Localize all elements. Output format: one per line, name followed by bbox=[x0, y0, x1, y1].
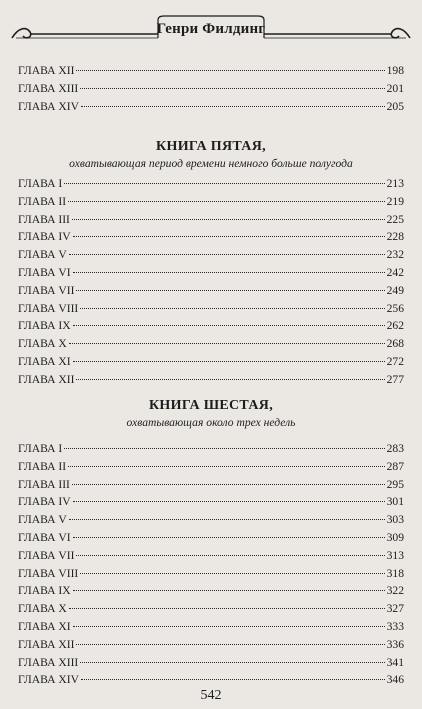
dot-leader bbox=[73, 500, 385, 502]
dot-leader bbox=[69, 607, 385, 609]
chapter-label: ГЛАВА IV bbox=[18, 495, 71, 509]
toc-entry bbox=[18, 440, 404, 458]
chapter-label: ГЛАВА I bbox=[18, 442, 63, 455]
chapter-label: ГЛАВА XIII bbox=[18, 655, 79, 669]
dot-leader bbox=[80, 572, 384, 574]
dot-leader bbox=[64, 447, 384, 449]
chapter-label: ГЛАВА I bbox=[18, 177, 63, 190]
chapter-label: ГЛАВА IX bbox=[18, 319, 71, 333]
dot-leader bbox=[69, 518, 385, 520]
chapter-label: ГЛАВА XIV bbox=[18, 99, 79, 113]
chapter-label: ГЛАВА IV bbox=[18, 230, 71, 244]
dot-leader bbox=[76, 289, 384, 291]
dot-leader bbox=[69, 253, 385, 255]
header-title: Генри Филдинг bbox=[156, 21, 266, 37]
chapter-label: ГЛАВА XII bbox=[18, 64, 75, 77]
chapter-page-number: 205 bbox=[386, 99, 404, 113]
dot-leader bbox=[73, 536, 385, 538]
chapter-page-number: 272 bbox=[386, 354, 404, 368]
chapter-label: ГЛАВА V bbox=[18, 513, 67, 527]
chapter-page-number: 242 bbox=[386, 265, 404, 279]
book5-chapter-list bbox=[18, 175, 404, 389]
dot-leader bbox=[73, 235, 385, 237]
toc-entry bbox=[18, 476, 404, 494]
dot-leader bbox=[68, 200, 385, 202]
dot-leader bbox=[72, 483, 385, 485]
chapter-page-number: 287 bbox=[386, 459, 404, 473]
toc-entry bbox=[18, 654, 404, 672]
chapter-label: ГЛАВА II bbox=[18, 194, 67, 208]
chapter-label: ГЛАВА X bbox=[18, 602, 67, 616]
chapter-page-number: 198 bbox=[386, 64, 404, 77]
dot-leader bbox=[64, 182, 384, 184]
chapter-label: ГЛАВА XII bbox=[18, 637, 75, 651]
chapter-page-number: 225 bbox=[386, 212, 404, 226]
chapter-label: ГЛАВА VI bbox=[18, 530, 71, 544]
chapter-label: ГЛАВА XI bbox=[18, 354, 71, 368]
chapter-label: ГЛАВА II bbox=[18, 459, 67, 473]
running-header bbox=[8, 8, 414, 48]
toc-entry bbox=[18, 335, 404, 353]
book5-subtitle: охватывающая период времени немного больше полугода bbox=[69, 157, 353, 170]
dot-leader bbox=[80, 307, 384, 309]
chapter-page-number: 309 bbox=[386, 530, 404, 544]
chapter-label: ГЛАВА X bbox=[18, 337, 67, 351]
chapter-label: ГЛАВА XII bbox=[18, 372, 75, 386]
chapter-label: ГЛАВА VIII bbox=[18, 566, 79, 580]
dot-leader bbox=[76, 69, 384, 71]
toc-entry bbox=[18, 80, 404, 98]
chapter-label: ГЛАВА V bbox=[18, 248, 67, 262]
book5-title: КНИГА ПЯТАЯ, bbox=[156, 139, 266, 154]
chapter-page-number: 346 bbox=[386, 673, 404, 687]
book6-chapter-list bbox=[18, 440, 404, 689]
toc-entry bbox=[18, 193, 404, 211]
chapter-page-number: 277 bbox=[386, 372, 404, 386]
chapter-label: ГЛАВА III bbox=[18, 212, 70, 226]
chapter-page-number: 249 bbox=[386, 283, 404, 297]
chapter-page-number: 219 bbox=[386, 194, 404, 208]
chapter-label: ГЛАВА III bbox=[18, 477, 70, 491]
toc-entry bbox=[18, 211, 404, 229]
chapter-page-number: 201 bbox=[386, 81, 404, 95]
chapter-page-number: 268 bbox=[386, 337, 404, 351]
chapter-page-number: 341 bbox=[386, 655, 404, 669]
toc-entry bbox=[18, 565, 404, 583]
toc-entry bbox=[18, 175, 404, 193]
chapter-label: ГЛАВА XIV bbox=[18, 673, 79, 687]
chapter-label: ГЛАВА VI bbox=[18, 265, 71, 279]
toc-entry bbox=[18, 493, 404, 511]
toc-entry bbox=[18, 371, 404, 389]
toc-entry bbox=[18, 582, 404, 600]
toc-entry bbox=[18, 600, 404, 618]
chapter-page-number: 295 bbox=[386, 477, 404, 491]
toc-entry bbox=[18, 511, 404, 529]
chapter-label: ГЛАВА VII bbox=[18, 283, 75, 297]
dot-leader bbox=[69, 342, 385, 344]
book6-title: КНИГА ШЕСТАЯ, bbox=[148, 398, 273, 413]
toc-entry bbox=[18, 671, 404, 689]
dot-leader bbox=[73, 271, 385, 273]
chapter-label: ГЛАВА XI bbox=[18, 619, 71, 633]
toc-entry bbox=[18, 62, 404, 80]
toc-entry bbox=[18, 98, 404, 116]
chapter-page-number: 262 bbox=[386, 319, 404, 333]
chapter-page-number: 213 bbox=[386, 177, 404, 190]
toc-entry bbox=[18, 228, 404, 246]
dot-leader bbox=[76, 643, 384, 645]
dot-leader bbox=[68, 465, 385, 467]
dot-leader bbox=[72, 218, 385, 220]
toc-entry bbox=[18, 282, 404, 300]
toc-entry bbox=[18, 246, 404, 264]
dot-leader bbox=[76, 554, 384, 556]
chapter-label: ГЛАВА VIII bbox=[18, 301, 79, 315]
toc-entry bbox=[18, 458, 404, 476]
dot-leader bbox=[81, 105, 385, 107]
chapter-page-number: 256 bbox=[386, 301, 404, 315]
chapter-page-number: 303 bbox=[386, 513, 404, 527]
chapter-page-number: 283 bbox=[386, 442, 404, 455]
chapter-page-number: 322 bbox=[386, 584, 404, 598]
dot-leader bbox=[73, 625, 385, 627]
chapter-page-number: 318 bbox=[386, 566, 404, 580]
toc-entry bbox=[18, 264, 404, 282]
toc-entry bbox=[18, 547, 404, 565]
toc-entry bbox=[18, 300, 404, 318]
dot-leader bbox=[81, 678, 385, 680]
chapter-label: ГЛАВА VII bbox=[18, 548, 75, 562]
chapter-label: ГЛАВА XIII bbox=[18, 81, 79, 95]
book6-subtitle: охватывающая около трех недель bbox=[126, 416, 296, 429]
chapter-page-number: 327 bbox=[386, 602, 404, 616]
toc-entry bbox=[18, 636, 404, 654]
chapter-page-number: 336 bbox=[386, 637, 404, 651]
dot-leader bbox=[73, 589, 385, 591]
toc-entry bbox=[18, 618, 404, 636]
dot-leader bbox=[73, 360, 385, 362]
toc-continued-list bbox=[18, 62, 404, 115]
toc-entry bbox=[18, 353, 404, 371]
chapter-page-number: 333 bbox=[386, 619, 404, 633]
dot-leader bbox=[73, 324, 385, 326]
chapter-label: ГЛАВА IX bbox=[18, 584, 71, 598]
dot-leader bbox=[80, 87, 384, 89]
chapter-page-number: 313 bbox=[386, 548, 404, 562]
toc-entry bbox=[18, 317, 404, 335]
dot-leader bbox=[80, 661, 384, 663]
dot-leader bbox=[76, 378, 384, 380]
page-number: 542 bbox=[200, 688, 222, 703]
chapter-page-number: 232 bbox=[386, 248, 404, 262]
toc-entry bbox=[18, 529, 404, 547]
chapter-page-number: 228 bbox=[386, 230, 404, 244]
chapter-page-number: 301 bbox=[386, 495, 404, 509]
